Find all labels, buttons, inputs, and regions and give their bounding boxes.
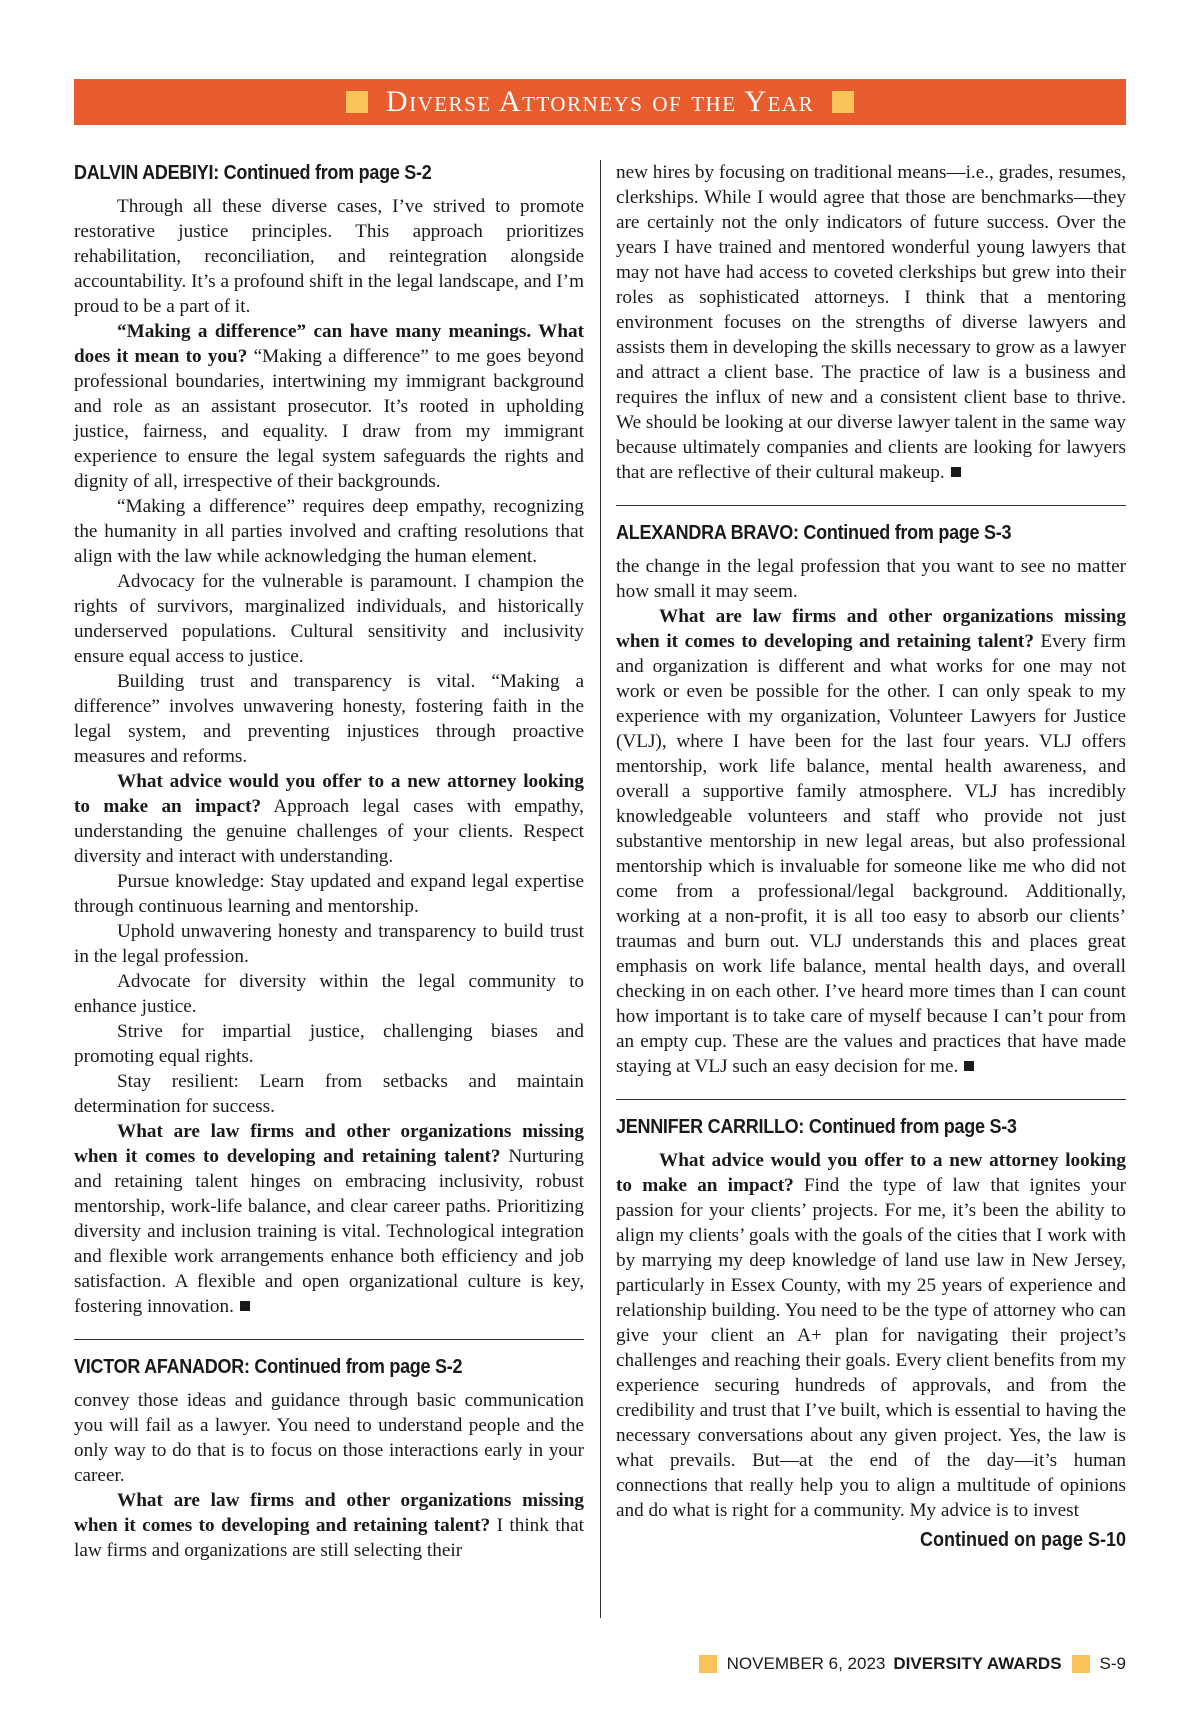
page-footer	[689, 1654, 1126, 1674]
paragraph: Building trust and transparency is vital. “Making a difference” involves unwavering honesty, fostering faith in the legal system, and preventing injustices through proactive measures and reforms.	[74, 671, 584, 767]
question: What are law firms and other organizations missing when it comes to developing and retaining talent?	[616, 606, 1126, 652]
square-ornament-icon	[1072, 1655, 1090, 1673]
end-of-article-icon	[240, 1301, 250, 1311]
section-heading: VICTOR AFANADOR: Continued from page S-2	[74, 1356, 463, 1378]
left-column	[74, 160, 584, 1563]
section-divider	[74, 1339, 584, 1340]
issue-date: NOVEMBER 6, 2023	[726, 1654, 886, 1673]
paragraph: Stay resilient: Learn from setbacks and maintain determination for success.	[74, 1071, 584, 1117]
paragraph: the change in the legal profession that you want to see no matter how small it may seem.	[616, 556, 1126, 602]
publication-name: DIVERSITY AWARDS	[893, 1654, 1062, 1673]
paragraph: Advocacy for the vulnerable is paramount. I champion the rights of survivors, marginalized individuals, and historically underserved populations. Cultural sensitivity and inclusivity ensure equal access to justice.	[74, 571, 584, 667]
paragraph: “Making a difference” can have many meanings. What does it mean to you? “Making a difference” to me goes beyond professional boundaries, intertwining my immigrant background and role as an assistant prosecutor. It’s rooted in upholding justice, fairness, and equality. I draw from my immigrant experience to ensure the legal system safeguards the rights and dignity of all, irrespective of their backgrounds.	[74, 321, 585, 492]
paragraph: Pursue knowledge: Stay updated and expand legal expertise through continuous learning and mentorship.	[74, 871, 584, 917]
column-divider	[600, 160, 601, 1618]
section-heading: JENNIFER CARRILLO: Continued from page S-3	[616, 1116, 1017, 1138]
square-ornament-icon	[832, 91, 854, 113]
square-ornament-icon	[346, 91, 368, 113]
square-ornament-icon	[699, 1655, 717, 1673]
paragraph: Strive for impartial justice, challenging biases and promoting equal rights.	[74, 1021, 584, 1067]
end-of-article-icon	[951, 467, 961, 477]
paragraph: What are law firms and other organizations missing when it comes to developing and retaining talent? Nurturing and retaining talent hinges on embracing inclusivity, robust mentorship, work-life balance, and clear career paths. Prioritizing diversity and inclusion training is vital. Technological integration and flexible work arrangements enhance both efficiency and job satisfaction. A flexible and open organizational culture is key, fostering innovation.	[74, 1121, 584, 1317]
continued-note: Continued on page S-10	[919, 1529, 1126, 1551]
paragraph: What advice would you offer to a new attorney looking to make an impact? Find the type of law that ignites your passion for your clients’ projects. For me, it’s been the ability to align my clients’ goals with the goals of the cities that I work with by marrying my deep knowledge of land use law in New Jersey, particularly in Essex County, with my 25 years of experience and relationship building. You need to be the type of attorney who can give your client an A+ plan for navigating their project’s challenges and reaching their goals. Every client benefits from my experience securing hundreds of approvals, and from the credibility and trust that I’ve built, which is essential to having the necessary conversations about any given project. Yes, the law is what prevails. But—at the end of the day—it’s human connections that really help you to align a multitude of opinions and do what is right for a community. My advice is to invest	[616, 1150, 1126, 1521]
question: What are law firms and other organizations missing when it comes to developing and retaining talent?	[74, 1490, 584, 1536]
question: What advice would you offer to a new attorney looking to make an impact?	[74, 771, 584, 817]
section-banner	[74, 79, 1126, 125]
question: What advice would you offer to a new attorney looking to make an impact?	[616, 1150, 1126, 1196]
section-heading: ALEXANDRA BRAVO: Continued from page S-3	[616, 522, 1012, 544]
paragraph: Through all these diverse cases, I’ve strived to promote restorative justice principles. This approach prioritizes rehabilitation, reconciliation, and reintegration alongside accountability. It’s a profound shift in the legal landscape, and I’m proud to be a part of it.	[74, 196, 584, 317]
paragraph: convey those ideas and guidance through basic communication you will fail as a lawyer. You need to understand people and the only way to do that is to focus on those interactions early in your career.	[74, 1390, 584, 1486]
paragraph: What are law firms and other organizations missing when it comes to developing and retaining talent? I think that law firms and organizations are still selecting their	[74, 1490, 584, 1561]
section-divider	[616, 505, 1126, 506]
paragraph: Advocate for diversity within the legal community to enhance justice.	[74, 971, 584, 1017]
paragraph: “Making a difference” requires deep empathy, recognizing the humanity in all parties involved and crafting resolutions that align with the law while acknowledging the human element.	[74, 496, 584, 567]
banner-title: Diverse Attorneys of the Year	[385, 85, 815, 118]
paragraph: What are law firms and other organizations missing when it comes to developing and retaining talent? Every firm and organization is different and what works for one may not work or even be possible for the other. I can only speak to my experience with my organization, Volunteer Lawyers for Justice (VLJ), where I have been for the last four years. VLJ offers mentorship, work life balance, mental health awareness, and overall a supportive family atmosphere. VLJ has incredibly knowledgeable volunteers and staff who provide not just substantive mentorship in new legal areas, but also professional mentorship which is invaluable for someone like me who did not come from a professional/legal background. Additionally, working at a non-profit, it is all too easy to absorb our clients’ traumas and burn out. VLJ understands this and places great emphasis on work life balance, mental health days, and overall checking in on each other. I’ve heard more times than I can count how important is to take care of myself because I can’t pour from an empty cup. These are the values and practices that have made staying at VLJ such an easy decision for me.	[616, 606, 1126, 1077]
question: “Making a difference” can have many meanings. What does it mean to you?	[74, 321, 584, 367]
right-column	[616, 160, 1126, 1552]
paragraph: What advice would you offer to a new attorney looking to make an impact? Approach legal cases with empathy, understanding the genuine challenges of your clients. Respect diversity and interact with understanding.	[74, 771, 584, 867]
end-of-article-icon	[964, 1061, 974, 1071]
section-divider	[616, 1099, 1126, 1100]
question: What are law firms and other organizations missing when it comes to developing and retaining talent?	[74, 1121, 584, 1167]
paragraph: Uphold unwavering honesty and transparency to build trust in the legal profession.	[74, 921, 584, 967]
page-number: S-9	[1099, 1654, 1126, 1673]
paragraph: new hires by focusing on traditional means—i.e., grades, resumes, clerkships. While I would agree that those are benchmarks—they are certainly not the only indicators of future success. Over the years I have trained and mentored wonderful young lawyers that may not have had access to coveted clerkships but grew into their roles as sophisticated attorneys. I think that a mentoring environment focuses on the strengths of diverse lawyers and assists them in developing the skills necessary to grow as a lawyer and attract a client base. The practice of law is a business and requires the influx of new and a consistent client base to thrive. We should be looking at our diverse lawyer talent in the same way because ultimately companies and clients are looking for lawyers that are reflective of their cultural makeup.	[616, 162, 1126, 483]
section-heading: DALVIN ADEBIYI: Continued from page S-2	[74, 162, 432, 184]
